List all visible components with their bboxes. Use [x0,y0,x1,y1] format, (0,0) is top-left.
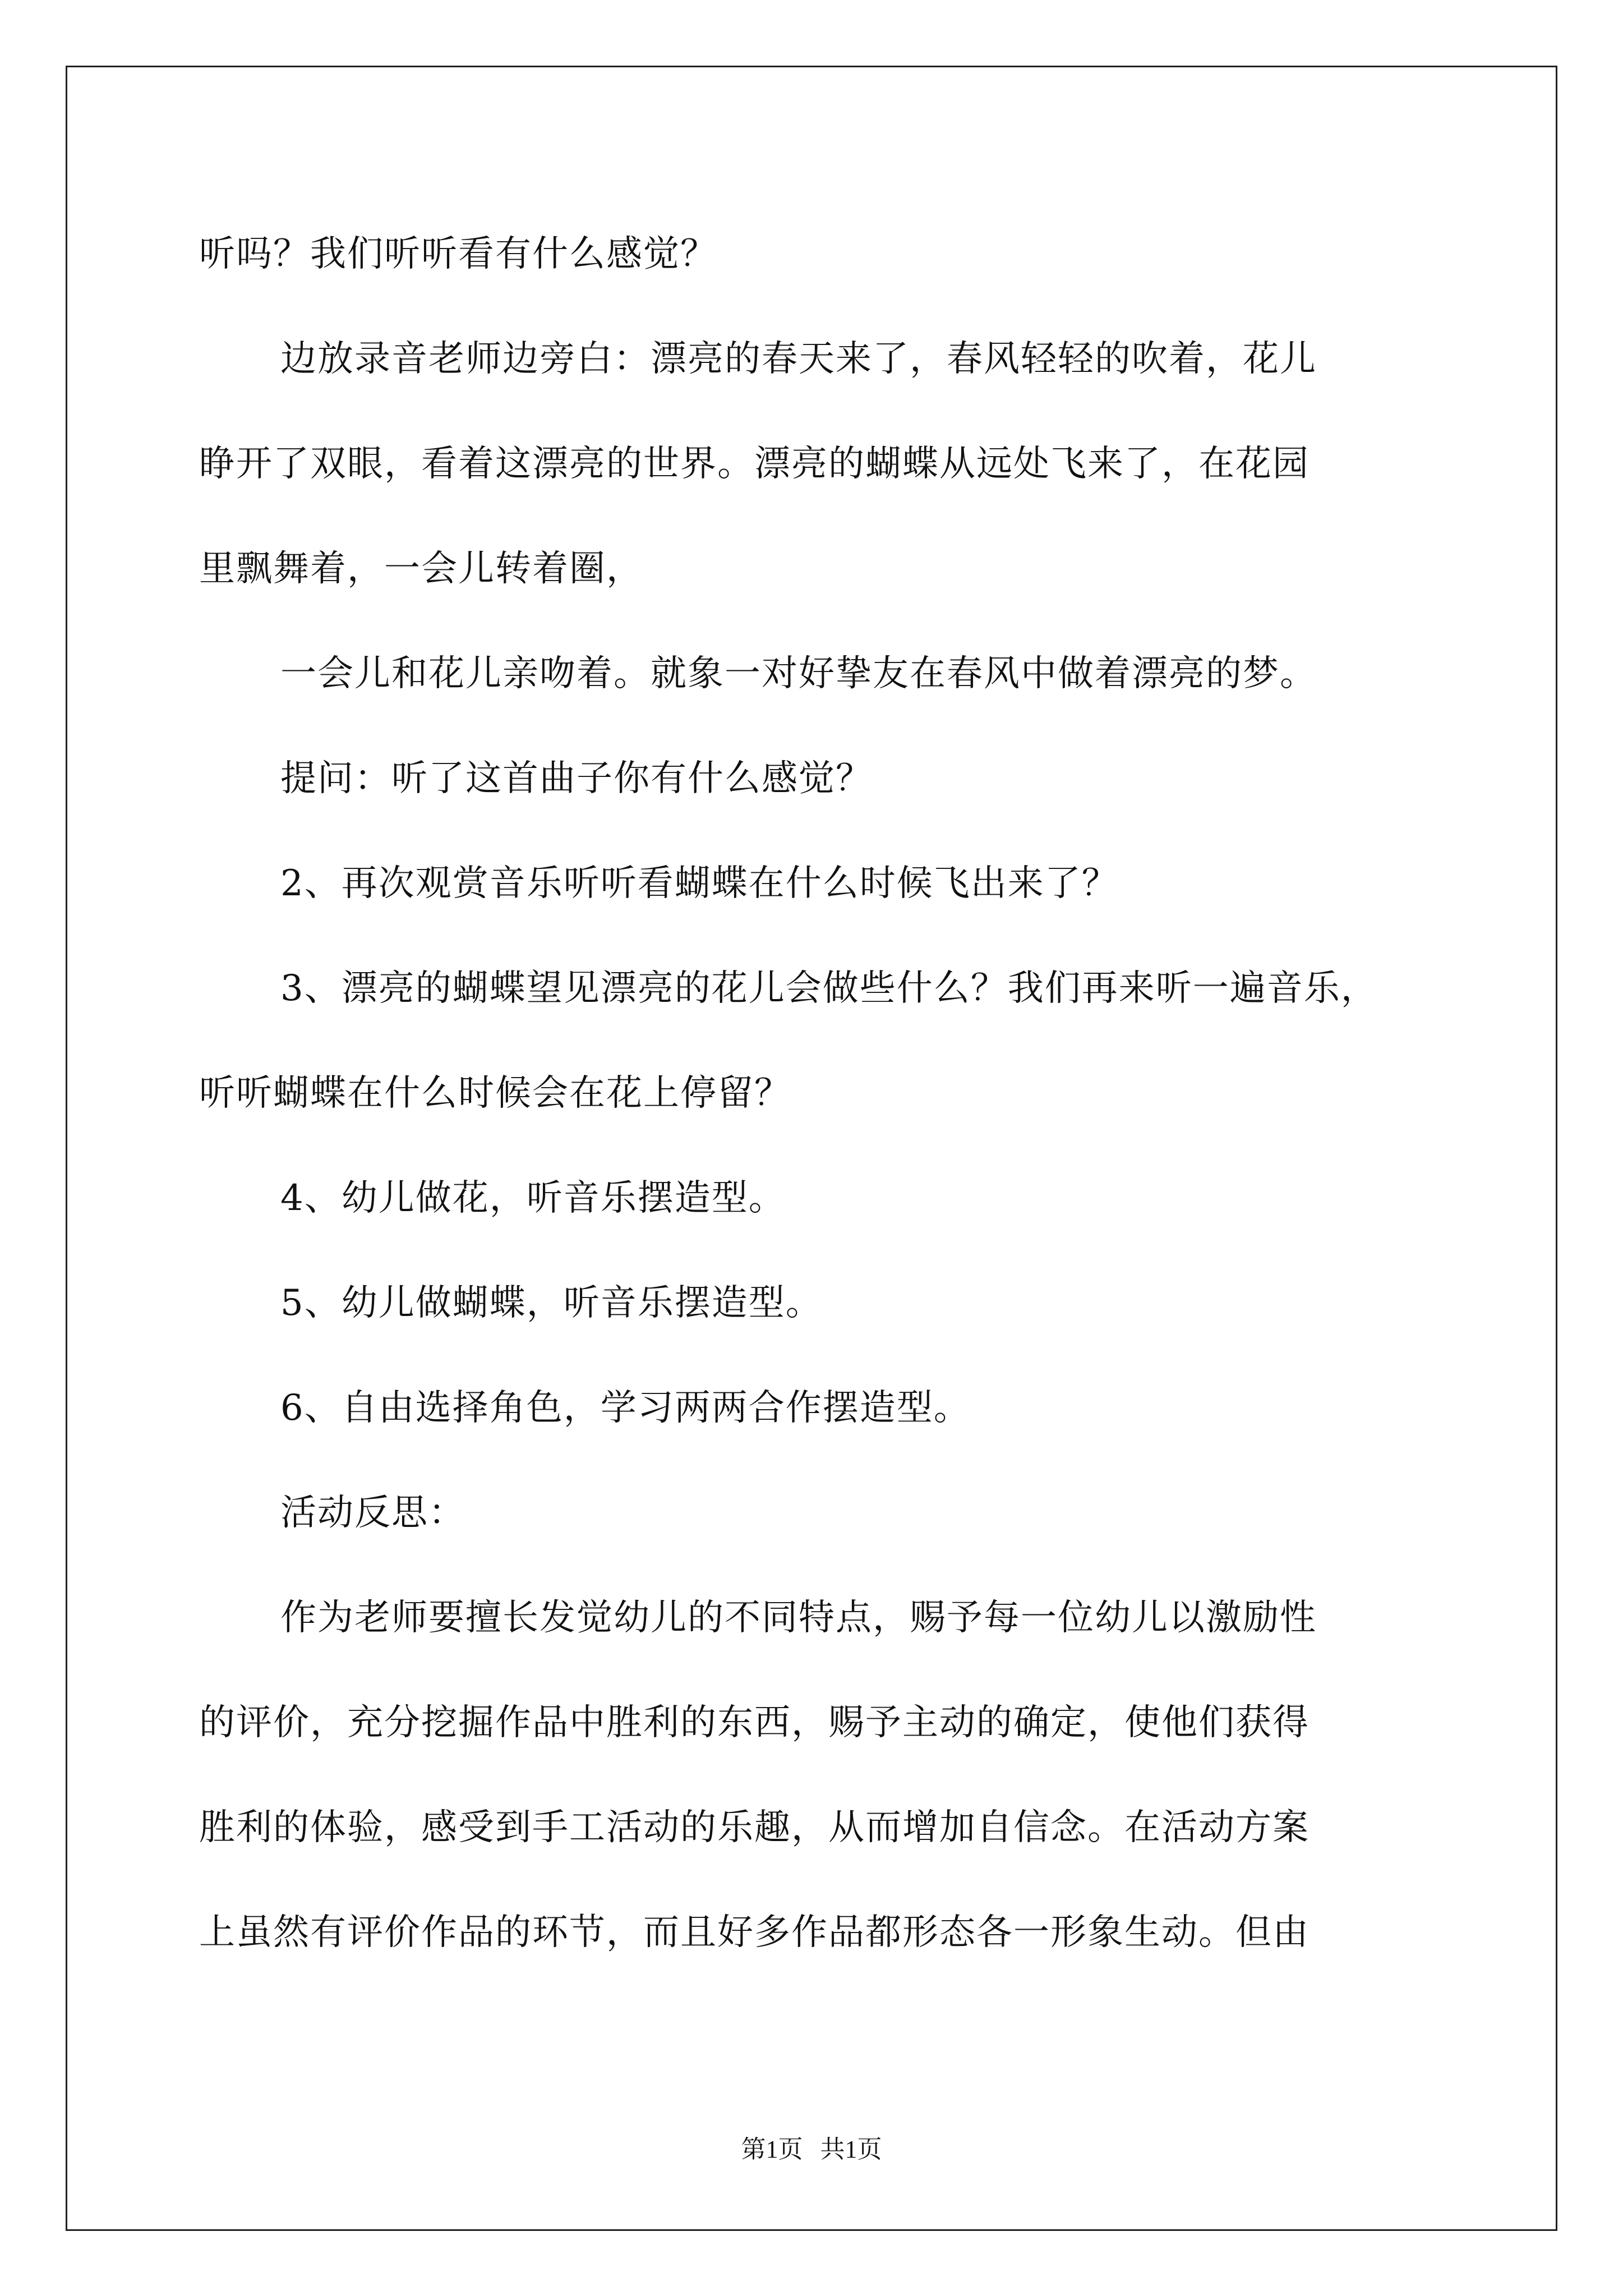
paragraph-line: 3、漂亮的蝴蝶望见漂亮的花儿会做些什么？我们再来听一遍音乐， [280,968,1378,1009]
paragraph-line: 睁开了双眼，看着这漂亮的世界。漂亮的蝴蝶从远处飞来了，在花园 [199,443,1310,485]
page-count: 共1页 [820,2136,882,2163]
paragraph-line: 6、自由选择角色，学习两两合作摆造型。 [280,1387,971,1429]
paragraph-line: 5、幼儿做蝴蝶，听音乐摆造型。 [280,1282,823,1324]
document-body [199,202,1455,1985]
paragraph-line: 提问：听了这首曲子你有什么感觉？ [280,758,873,799]
paragraph-line: 活动反思： [280,1492,465,1534]
paragraph-line: 里飘舞着，一会儿转着圈， [199,548,643,590]
paragraph-line: 的评价，充分挖掘作品中胜利的东西，赐予主动的确定，使他们获得 [199,1702,1310,1743]
paragraph-line: 胜利的体验，感受到手工活动的乐趣，从而增加自信念。在活动方案 [199,1807,1310,1848]
paragraph-line: 2、再次观赏音乐听听看蝴蝶在什么时候飞出来了？ [280,863,1119,904]
paragraph-line: 听吗？我们听听看有什么感觉？ [199,233,717,275]
paragraph-line: 听听蝴蝶在什么时候会在花上停留？ [199,1073,791,1114]
paragraph-line: 作为老师要擅长发觉幼儿的不同特点，赐予每一位幼儿以激励性 [280,1597,1317,1639]
paragraph-line: 一会儿和花儿亲吻着。就象一对好挚友在春风中做着漂亮的梦。 [280,653,1317,694]
page-number: 第1页 [741,2136,803,2163]
paragraph-line: 上虽然有评价作品的环节，而且好多作品都形态各一形象生动。但由 [199,1912,1310,1953]
paragraph-line: 边放录音老师边旁白：漂亮的春天来了，春风轻轻的吹着，花儿 [280,338,1317,380]
page-footer [0,2129,1623,2165]
paragraph-line: 4、幼儿做花，听音乐摆造型。 [280,1177,786,1219]
